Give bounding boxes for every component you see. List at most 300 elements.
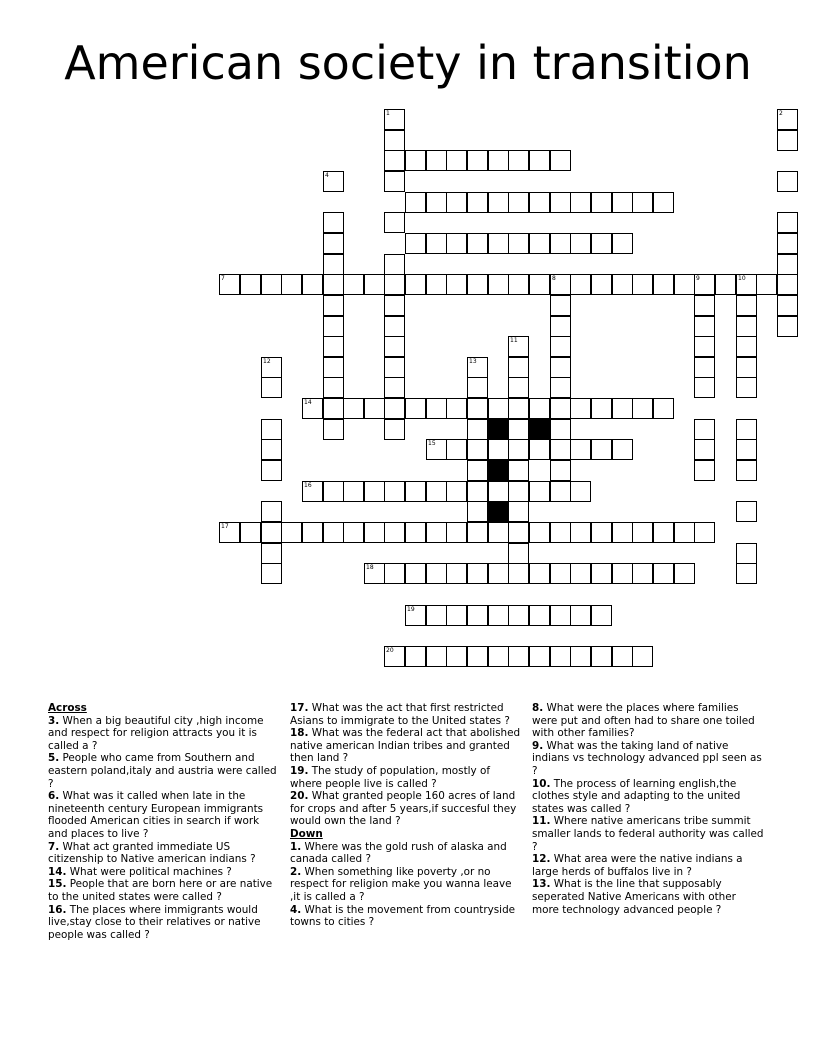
grid-cell[interactable] (591, 563, 612, 584)
grid-cell[interactable] (777, 171, 798, 192)
grid-cell[interactable] (384, 357, 405, 378)
grid-cell[interactable] (426, 192, 447, 213)
clue-text: What act granted immediate US citizenship to Native american indians ? (48, 840, 256, 866)
grid-cell[interactable] (612, 439, 633, 460)
grid-cell[interactable] (364, 522, 385, 543)
grid-cell[interactable] (364, 274, 385, 295)
clue-text: When a big beautiful city ,high income and respect for religion attracts you it is called a ? (48, 714, 264, 752)
grid-cell[interactable] (446, 605, 467, 626)
grid-cell[interactable] (653, 522, 674, 543)
grid-cell[interactable] (343, 274, 364, 295)
grid-cell[interactable] (302, 398, 323, 419)
grid-cell[interactable] (508, 646, 529, 667)
grid-cell[interactable] (261, 357, 282, 378)
grid-cell[interactable] (508, 439, 529, 460)
grid-cell[interactable] (488, 274, 509, 295)
grid-cell[interactable] (405, 192, 426, 213)
grid-cell[interactable] (550, 357, 571, 378)
grid-cell[interactable] (508, 605, 529, 626)
grid-cell[interactable] (736, 460, 757, 481)
grid-cell[interactable] (529, 481, 550, 502)
grid-cell[interactable] (426, 398, 447, 419)
grid-cell[interactable] (508, 233, 529, 254)
grid-cell[interactable] (467, 192, 488, 213)
grid-cell[interactable] (736, 274, 757, 295)
grid-cell[interactable] (261, 419, 282, 440)
grid-cell[interactable] (323, 295, 344, 316)
grid-cell[interactable] (591, 605, 612, 626)
clue-number-label: 11. (532, 815, 551, 828)
grid-cell[interactable] (467, 357, 488, 378)
grid-cell[interactable] (612, 563, 633, 584)
grid-cell[interactable] (529, 398, 550, 419)
grid-cell[interactable] (261, 543, 282, 564)
grid-cell[interactable] (343, 522, 364, 543)
grid-cell[interactable] (550, 646, 571, 667)
grid-cell[interactable] (674, 563, 695, 584)
grid-cell[interactable] (467, 522, 488, 543)
grid-cell[interactable] (302, 274, 323, 295)
grid-cell[interactable] (508, 460, 529, 481)
grid-cell[interactable] (343, 398, 364, 419)
grid-cell[interactable] (323, 481, 344, 502)
grid-cell[interactable] (508, 377, 529, 398)
grid-cell[interactable] (508, 398, 529, 419)
clue-number-label: 14. (48, 865, 67, 878)
grid-cell[interactable] (405, 563, 426, 584)
grid-cell[interactable] (529, 233, 550, 254)
grid-cell[interactable] (467, 605, 488, 626)
black-square (529, 419, 550, 440)
grid-cell[interactable] (550, 316, 571, 337)
grid-cell[interactable] (426, 605, 447, 626)
grid-cell[interactable] (302, 522, 323, 543)
grid-cell[interactable] (736, 543, 757, 564)
black-square (488, 501, 509, 522)
grid-cell[interactable] (384, 377, 405, 398)
grid-cell[interactable] (302, 481, 323, 502)
grid-cell[interactable] (426, 481, 447, 502)
clues-column-3 (532, 702, 764, 916)
grid-cell[interactable] (281, 274, 302, 295)
grid-cell[interactable] (384, 481, 405, 502)
page-title: American society in transition (64, 36, 752, 90)
grid-cell[interactable] (550, 192, 571, 213)
grid-cell[interactable] (467, 481, 488, 502)
grid-cell[interactable] (777, 212, 798, 233)
grid-cell[interactable] (612, 233, 633, 254)
grid-cell[interactable] (323, 171, 344, 192)
grid-cell[interactable] (467, 501, 488, 522)
grid-cell[interactable] (384, 130, 405, 151)
grid-cell[interactable] (508, 543, 529, 564)
grid-cell[interactable] (550, 377, 571, 398)
grid-cell[interactable] (736, 501, 757, 522)
grid-cell[interactable] (508, 274, 529, 295)
grid-cell[interactable] (591, 398, 612, 419)
grid-cell[interactable] (488, 605, 509, 626)
across-heading: Across (48, 702, 87, 714)
grid-cell[interactable] (508, 192, 529, 213)
grid-cell[interactable] (488, 439, 509, 460)
grid-cell[interactable] (384, 109, 405, 130)
grid-cell[interactable] (529, 150, 550, 171)
grid-cell[interactable] (364, 481, 385, 502)
clue-number: 1 (386, 110, 390, 117)
grid-cell[interactable] (343, 481, 364, 502)
grid-cell[interactable] (446, 398, 467, 419)
grid-cell[interactable] (467, 460, 488, 481)
grid-cell[interactable] (591, 233, 612, 254)
grid-cell[interactable] (694, 377, 715, 398)
across-clue (48, 866, 280, 879)
grid-cell[interactable] (632, 563, 653, 584)
grid-cell[interactable] (488, 233, 509, 254)
grid-cell[interactable] (570, 605, 591, 626)
grid-cell[interactable] (488, 522, 509, 543)
across-clue (48, 715, 280, 753)
clue-text: What granted people 160 acres of land for crops and after 5 years,if succesful they would own the land ? (290, 790, 517, 828)
down-clue (532, 702, 764, 740)
clue-text: People who came from Southern and eastern poland,italy and austria were called ? (48, 752, 277, 790)
across-clue (48, 790, 280, 840)
grid-cell[interactable] (384, 398, 405, 419)
grid-cell[interactable] (364, 398, 385, 419)
clue-text: People that are born here or are native to the united states were called ? (48, 878, 273, 903)
grid-cell[interactable] (488, 646, 509, 667)
grid-cell[interactable] (570, 274, 591, 295)
grid-cell[interactable] (529, 605, 550, 626)
grid-cell[interactable] (694, 316, 715, 337)
grid-cell[interactable] (653, 192, 674, 213)
grid-cell[interactable] (446, 439, 467, 460)
grid-cell[interactable] (323, 274, 344, 295)
grid-cell[interactable] (736, 295, 757, 316)
grid-cell[interactable] (632, 646, 653, 667)
grid-cell[interactable] (674, 522, 695, 543)
grid-cell[interactable] (426, 563, 447, 584)
clue-text: What is the line that supposably seperated Native Americans with other more technology advanced people ? (532, 878, 736, 916)
grid-cell[interactable] (715, 274, 736, 295)
grid-cell[interactable] (446, 522, 467, 543)
clue-number: 16 (304, 482, 312, 489)
grid-cell[interactable] (632, 398, 653, 419)
grid-cell[interactable] (632, 274, 653, 295)
clue-number: 9 (696, 275, 700, 282)
grid-cell[interactable] (777, 233, 798, 254)
grid-cell[interactable] (488, 150, 509, 171)
grid-cell[interactable] (323, 212, 344, 233)
down-clue (532, 740, 764, 778)
grid-cell[interactable] (550, 274, 571, 295)
clue-number-label: 19. (290, 764, 309, 777)
grid-cell[interactable] (405, 481, 426, 502)
grid-cell[interactable] (612, 274, 633, 295)
grid-cell[interactable] (777, 130, 798, 151)
grid-cell[interactable] (653, 563, 674, 584)
grid-cell[interactable] (632, 192, 653, 213)
clue-number: 14 (304, 399, 312, 406)
grid-cell[interactable] (467, 274, 488, 295)
grid-cell[interactable] (467, 377, 488, 398)
clue-text: What were political machines ? (66, 865, 232, 878)
grid-cell[interactable] (736, 439, 757, 460)
grid-cell[interactable] (529, 192, 550, 213)
grid-cell[interactable] (261, 377, 282, 398)
grid-cell[interactable] (467, 563, 488, 584)
grid-cell[interactable] (488, 192, 509, 213)
grid-cell[interactable] (591, 192, 612, 213)
grid-cell[interactable] (446, 150, 467, 171)
grid-cell[interactable] (736, 357, 757, 378)
grid-cell[interactable] (488, 563, 509, 584)
grid-cell[interactable] (550, 150, 571, 171)
grid-cell[interactable] (777, 254, 798, 275)
grid-cell[interactable] (467, 150, 488, 171)
grid-cell[interactable] (694, 357, 715, 378)
grid-cell[interactable] (384, 419, 405, 440)
grid-cell[interactable] (508, 150, 529, 171)
grid-cell[interactable] (694, 336, 715, 357)
grid-cell[interactable] (529, 646, 550, 667)
grid-cell[interactable] (529, 274, 550, 295)
grid-cell[interactable] (323, 522, 344, 543)
grid-cell[interactable] (550, 605, 571, 626)
grid-cell[interactable] (384, 336, 405, 357)
grid-cell[interactable] (508, 419, 529, 440)
grid-cell[interactable] (446, 481, 467, 502)
grid-cell[interactable] (570, 398, 591, 419)
grid-cell[interactable] (405, 646, 426, 667)
clues-column-2 (290, 702, 522, 929)
grid-cell[interactable] (736, 563, 757, 584)
grid-cell[interactable] (508, 522, 529, 543)
clue-number-label: 15. (48, 878, 67, 891)
grid-cell[interactable] (612, 522, 633, 543)
clue-number-label: 5. (48, 752, 60, 765)
grid-cell[interactable] (384, 254, 405, 275)
grid-cell[interactable] (550, 233, 571, 254)
grid-cell[interactable] (261, 563, 282, 584)
grid-cell[interactable] (240, 522, 261, 543)
across-clue (290, 727, 522, 765)
clue-number-label: 16. (48, 903, 67, 916)
grid-cell[interactable] (529, 563, 550, 584)
grid-cell[interactable] (612, 192, 633, 213)
grid-cell[interactable] (550, 398, 571, 419)
clue-text: What was the taking land of native indians vs technology advanced ppl seen as ? (532, 739, 762, 777)
grid-cell[interactable] (446, 192, 467, 213)
grid-cell[interactable] (467, 398, 488, 419)
grid-cell[interactable] (612, 398, 633, 419)
grid-cell[interactable] (261, 274, 282, 295)
grid-cell[interactable] (240, 274, 261, 295)
grid-cell[interactable] (323, 398, 344, 419)
grid-cell[interactable] (508, 501, 529, 522)
grid-cell[interactable] (426, 522, 447, 543)
grid-cell[interactable] (777, 274, 798, 295)
grid-cell[interactable] (426, 439, 447, 460)
grid-cell[interactable] (550, 336, 571, 357)
grid-cell[interactable] (550, 460, 571, 481)
clue-number-label: 12. (532, 853, 551, 866)
grid-cell[interactable] (426, 233, 447, 254)
grid-cell[interactable] (219, 274, 240, 295)
grid-cell[interactable] (426, 274, 447, 295)
grid-cell[interactable] (446, 646, 467, 667)
grid-cell[interactable] (384, 171, 405, 192)
grid-cell[interactable] (529, 522, 550, 543)
grid-cell[interactable] (261, 460, 282, 481)
grid-cell[interactable] (550, 481, 571, 502)
grid-cell[interactable] (405, 274, 426, 295)
grid-cell[interactable] (508, 563, 529, 584)
grid-cell[interactable] (694, 439, 715, 460)
grid-cell[interactable] (405, 398, 426, 419)
grid-cell[interactable] (612, 646, 633, 667)
grid-cell[interactable] (384, 522, 405, 543)
grid-cell[interactable] (426, 150, 447, 171)
grid-cell[interactable] (632, 522, 653, 543)
clue-text: What was the federal act that abolished native american Indian tribes and granted then land ? (290, 727, 521, 765)
grid-cell[interactable] (384, 150, 405, 171)
grid-cell[interactable] (736, 377, 757, 398)
grid-cell[interactable] (384, 295, 405, 316)
grid-cell[interactable] (694, 522, 715, 543)
grid-cell[interactable] (261, 501, 282, 522)
grid-cell[interactable] (777, 316, 798, 337)
grid-cell[interactable] (570, 192, 591, 213)
clue-number-label: 9. (532, 739, 544, 752)
clue-number: 15 (428, 440, 436, 447)
grid-cell[interactable] (508, 481, 529, 502)
grid-cell[interactable] (694, 274, 715, 295)
grid-cell[interactable] (467, 646, 488, 667)
black-square (488, 460, 509, 481)
grid-cell[interactable] (653, 398, 674, 419)
grid-cell[interactable] (323, 377, 344, 398)
clue-number-label: 13. (532, 878, 551, 891)
grid-cell[interactable] (694, 419, 715, 440)
grid-cell[interactable] (736, 336, 757, 357)
across-clue (290, 790, 522, 828)
grid-cell[interactable] (550, 439, 571, 460)
across-clue (48, 752, 280, 790)
grid-cell[interactable] (261, 522, 282, 543)
clue-text: When something like poverty ,or no respect for religion make you wanna leave ,it is called a ? (290, 865, 512, 903)
grid-cell[interactable] (736, 419, 757, 440)
grid-cell[interactable] (426, 646, 447, 667)
grid-cell[interactable] (446, 233, 467, 254)
grid-cell[interactable] (756, 274, 777, 295)
clue-text: The process of learning english,the clothes style and adapting to the united states was called ? (532, 777, 741, 815)
grid-cell[interactable] (405, 150, 426, 171)
down-clue (532, 815, 764, 853)
grid-cell[interactable] (694, 460, 715, 481)
down-clue-list-continued (532, 702, 764, 916)
grid-cell[interactable] (281, 522, 302, 543)
grid-cell[interactable] (529, 439, 550, 460)
grid-cell[interactable] (323, 233, 344, 254)
grid-cell[interactable] (653, 274, 674, 295)
grid-cell[interactable] (508, 357, 529, 378)
clue-number-label: 6. (48, 790, 60, 803)
grid-cell[interactable] (550, 563, 571, 584)
grid-cell[interactable] (570, 522, 591, 543)
clue-number: 12 (263, 358, 271, 365)
grid-cell[interactable] (384, 212, 405, 233)
clue-text: The places where immigrants would live,stay close to their relatives or native people was called ? (48, 903, 261, 941)
clue-text: What was it called when late in the nineteenth century European immigrants flooded American cities in search if work and places to live ? (48, 790, 264, 840)
clue-number: 11 (510, 337, 518, 344)
grid-cell[interactable] (591, 439, 612, 460)
grid-cell[interactable] (384, 316, 405, 337)
grid-cell[interactable] (467, 419, 488, 440)
grid-cell[interactable] (777, 295, 798, 316)
down-clue (532, 778, 764, 816)
grid-cell[interactable] (508, 336, 529, 357)
clue-number: 10 (738, 275, 746, 282)
grid-cell[interactable] (405, 522, 426, 543)
grid-cell[interactable] (323, 336, 344, 357)
grid-cell[interactable] (261, 439, 282, 460)
grid-cell[interactable] (323, 357, 344, 378)
clue-text: What was the act that first restricted Asians to immigrate to the United states ? (290, 702, 510, 727)
grid-cell[interactable] (591, 522, 612, 543)
grid-cell[interactable] (384, 274, 405, 295)
grid-cell[interactable] (674, 274, 695, 295)
grid-cell[interactable] (694, 295, 715, 316)
grid-cell[interactable] (570, 563, 591, 584)
grid-cell[interactable] (219, 522, 240, 543)
grid-cell[interactable] (777, 109, 798, 130)
grid-cell[interactable] (384, 563, 405, 584)
grid-cell[interactable] (405, 605, 426, 626)
clue-number: 20 (386, 647, 394, 654)
clue-number: 13 (469, 358, 477, 365)
grid-cell[interactable] (591, 646, 612, 667)
grid-cell[interactable] (570, 439, 591, 460)
grid-cell[interactable] (570, 481, 591, 502)
grid-cell[interactable] (550, 522, 571, 543)
grid-cell[interactable] (570, 233, 591, 254)
grid-cell[interactable] (384, 646, 405, 667)
clue-number-label: 1. (290, 840, 302, 853)
grid-cell[interactable] (570, 646, 591, 667)
clue-text: What is the movement from countryside towns to cities ? (290, 903, 516, 929)
clue-number: 18 (366, 564, 374, 571)
grid-cell[interactable] (405, 233, 426, 254)
grid-cell[interactable] (323, 316, 344, 337)
across-clue (290, 702, 522, 727)
grid-cell[interactable] (736, 316, 757, 337)
grid-cell[interactable] (446, 274, 467, 295)
grid-cell[interactable] (364, 563, 385, 584)
grid-cell[interactable] (550, 295, 571, 316)
grid-cell[interactable] (591, 274, 612, 295)
grid-cell[interactable] (467, 233, 488, 254)
grid-cell[interactable] (488, 398, 509, 419)
grid-cell[interactable] (446, 563, 467, 584)
clue-number-label: 4. (290, 903, 302, 916)
down-clue-list (290, 841, 522, 929)
clue-number-label: 18. (290, 727, 309, 740)
grid-cell[interactable] (323, 254, 344, 275)
grid-cell[interactable] (550, 419, 571, 440)
grid-cell[interactable] (488, 481, 509, 502)
grid-cell[interactable] (323, 419, 344, 440)
grid-cell[interactable] (467, 439, 488, 460)
